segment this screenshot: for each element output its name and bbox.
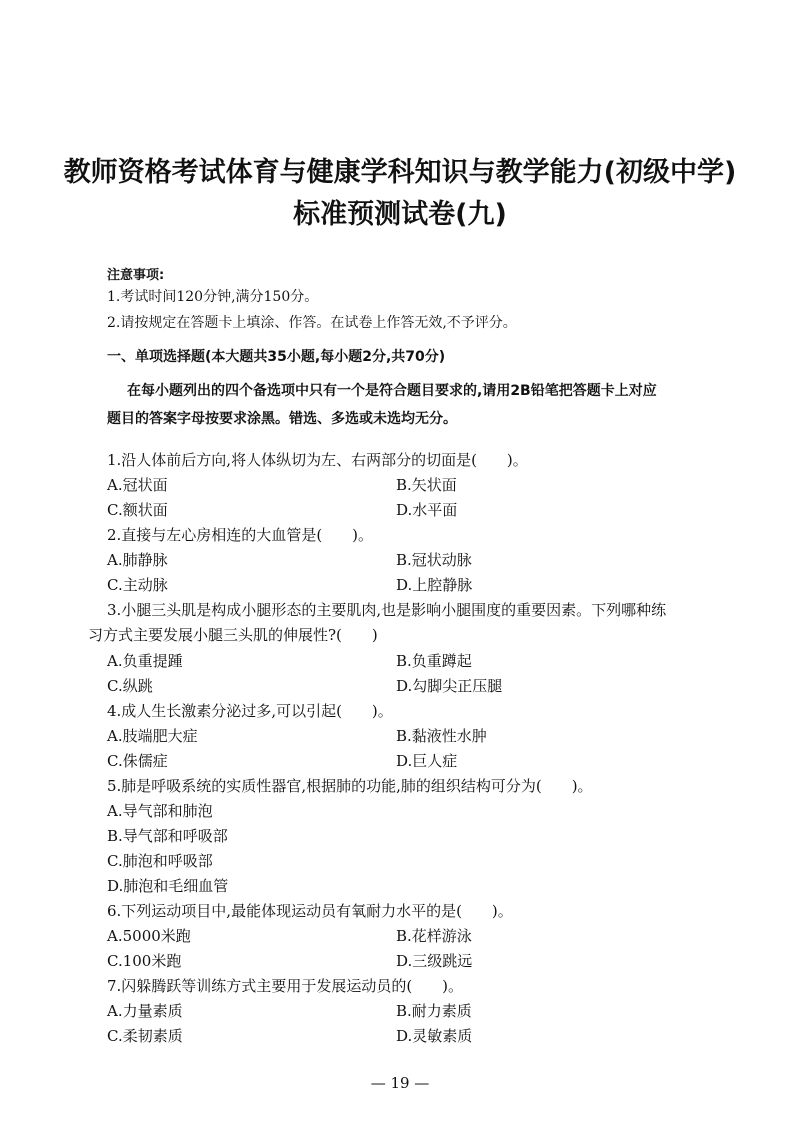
option-a: A.5000米跑 [107, 927, 191, 945]
question-stem: 3.小腿三头肌是构成小腿形态的主要肌肉,也是影响小腿围度的重要因素。下列哪种练 [107, 601, 667, 619]
option-a: A.冠状面 [107, 476, 168, 494]
option-c: C.侏儒症 [107, 752, 168, 770]
option-d: D.勾脚尖正压腿 [396, 677, 503, 695]
option-a: A.导气部和肺泡 [107, 802, 213, 820]
option-d: D.三级跳远 [396, 952, 473, 970]
question-stem: 4.成人生长激素分泌过多,可以引起( )。 [107, 702, 393, 720]
option-b: B.冠状动脉 [396, 551, 472, 569]
page-subtitle: 标准预测试卷(九) [293, 199, 507, 230]
option-c: C.纵跳 [107, 677, 153, 695]
option-d: D.灵敏素质 [396, 1027, 473, 1045]
option-b: B.花样游泳 [396, 927, 472, 945]
notice-heading: 注意事项: [107, 268, 165, 283]
section-heading: 一、单项选择题(本大题共35小题,每小题2分,共70分) [107, 349, 446, 365]
option-c: C.主动脉 [107, 576, 168, 594]
option-c: C.100米跑 [107, 952, 182, 970]
option-c: C.额状面 [107, 501, 168, 519]
instructions-line: 在每小题列出的四个备选项中只有一个是符合题目要求的,请用2B铅笔把答题卡上对应 [127, 383, 657, 399]
page-number: — 19 — [370, 1074, 430, 1092]
option-d: D.肺泡和毛细血管 [107, 877, 229, 895]
option-d: D.巨人症 [396, 752, 458, 770]
option-d: D.上腔静脉 [396, 576, 473, 594]
notice-item: 2.请按规定在答题卡上填涂、作答。在试卷上作答无效,不予评分。 [107, 315, 517, 331]
option-a: A.负重提踵 [107, 652, 183, 670]
option-d: D.水平面 [396, 501, 458, 519]
question-stem: 6.下列运动项目中,最能体现运动员有氧耐力水平的是( )。 [107, 902, 513, 920]
option-c: C.肺泡和呼吸部 [107, 852, 213, 870]
question-stem: 7.闪躲腾跃等训练方式主要用于发展运动员的( )。 [107, 977, 464, 995]
question-stem: 2.直接与左心房相连的大血管是( )。 [107, 526, 374, 544]
option-b: B.黏液性水肿 [396, 727, 487, 745]
instructions-line: 题目的答案字母按要求涂黑。错选、多选或未选均无分。 [107, 411, 457, 427]
option-b: B.耐力素质 [396, 1002, 472, 1020]
option-a: A.肺静脉 [107, 551, 168, 569]
question-stem-continued: 习方式主要发展小腿三头肌的伸展性?( ) [88, 626, 378, 644]
option-b: B.矢状面 [396, 476, 457, 494]
page-title: 教师资格考试体育与健康学科知识与教学能力(初级中学) [63, 157, 737, 188]
option-c: C.柔韧素质 [107, 1027, 183, 1045]
option-a: A.肢端肥大症 [107, 727, 198, 745]
option-b: B.负重蹲起 [396, 652, 472, 670]
option-a: A.力量素质 [107, 1002, 183, 1020]
notice-item: 1.考试时间120分钟,满分150分。 [107, 289, 319, 305]
question-stem: 5.肺是呼吸系统的实质性器官,根据肺的功能,肺的组织结构可分为( )。 [107, 777, 593, 795]
option-b: B.导气部和呼吸部 [107, 827, 228, 845]
question-stem: 1.沿人体前后方向,将人体纵切为左、右两部分的切面是( )。 [107, 451, 528, 469]
